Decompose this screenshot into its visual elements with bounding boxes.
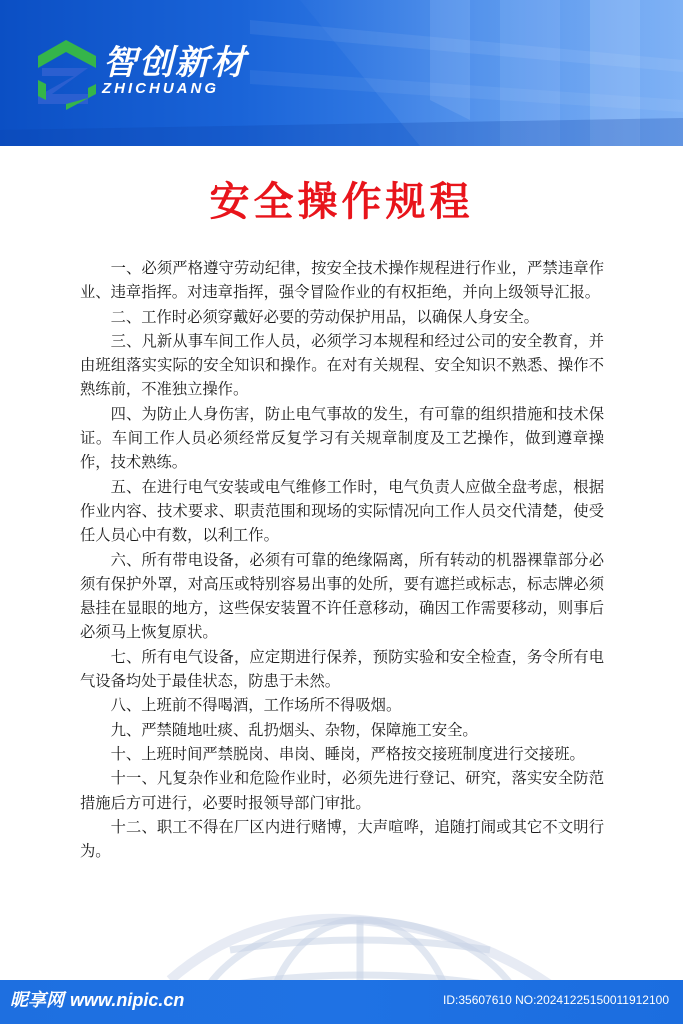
logo-text-en: ZHICHUANG xyxy=(102,80,219,97)
watermark-url[interactable]: www.nipic.cn xyxy=(70,990,185,1010)
regulation-item: 七、所有电气设备，应定期进行保养，预防实验和安全检查，务令所有电气设备均处于最佳状态，防患于未然。 xyxy=(80,647,604,691)
logo-icon xyxy=(32,38,100,112)
regulation-item: 四、为防止人身伤害，防止电气事故的发生，有可靠的组织措施和技术保证。车间工作人员必须经常反复学习有关规章制度及工艺操作，做到遵章操作，技术熟练。 xyxy=(80,404,604,472)
watermark-brand: 昵享网 xyxy=(10,990,64,1011)
regulation-item: 十、上班时间严禁脱岗、串岗、睡岗，严格按交接班制度进行交接班。 xyxy=(110,744,585,763)
watermark-id: ID:35607610 NO:20241225150011912100 xyxy=(443,993,669,1007)
regulation-item: 八、上班前不得喝酒，工作场所不得吸烟。 xyxy=(110,696,402,715)
page-title: 安全操作规程 xyxy=(209,179,474,225)
header-banner xyxy=(0,0,683,146)
regulation-list xyxy=(80,256,604,863)
regulation-item: 三、凡新从事车间工作人员，必须学习本规程和经过公司的安全教育，并由班组落实实际的安全知识和操作。在对有关规程、安全知识不熟悉、操作不熟练前，不准独立操作。 xyxy=(80,331,604,399)
regulation-item: 十二、职工不得在厂区内进行赌博，大声喧哗，追随打闹或其它不文明行为。 xyxy=(80,817,604,861)
regulation-item: 六、所有带电设备，必须有可靠的绝缘隔离，所有转动的机器裸靠部分必须有保护外罩，对高压或特别容易出事的处所，要有遮拦或标志，标志牌必须悬挂在显眼的地方，这些保安装置不许任意移动，确因工作需要移动，则事后必须马上恢复原状。 xyxy=(80,550,604,642)
watermark-site xyxy=(10,989,184,1012)
regulation-item: 五、在进行电气安装或电气维修工作时，电气负责人应做全盘考虑，根据作业内容、技术要求、职责范围和现场的实际情况向工作人员交代清楚，使受任人员心中有数，以利工作。 xyxy=(80,477,604,545)
regulation-item: 十一、凡复杂作业和危险作业时，必须先进行登记、研究，落实安全防范措施后方可进行，必要时报领导部门审批。 xyxy=(80,769,604,812)
regulation-item: 一、必须严格遵守劳动纪律，按安全技术操作规程进行作业，严禁违章作业、违章指挥。对违章指挥，强令冒险作业的有权拒绝，并向上级领导汇报。 xyxy=(80,259,604,302)
regulation-item: 二、工作时必须穿戴好必要的劳动保护用品，以确保人身安全。 xyxy=(110,307,539,326)
regulation-item: 九、严禁随地吐痰、乱扔烟头、杂物，保障施工安全。 xyxy=(110,720,478,739)
logo-text-cn: 智创新材 xyxy=(103,43,247,83)
